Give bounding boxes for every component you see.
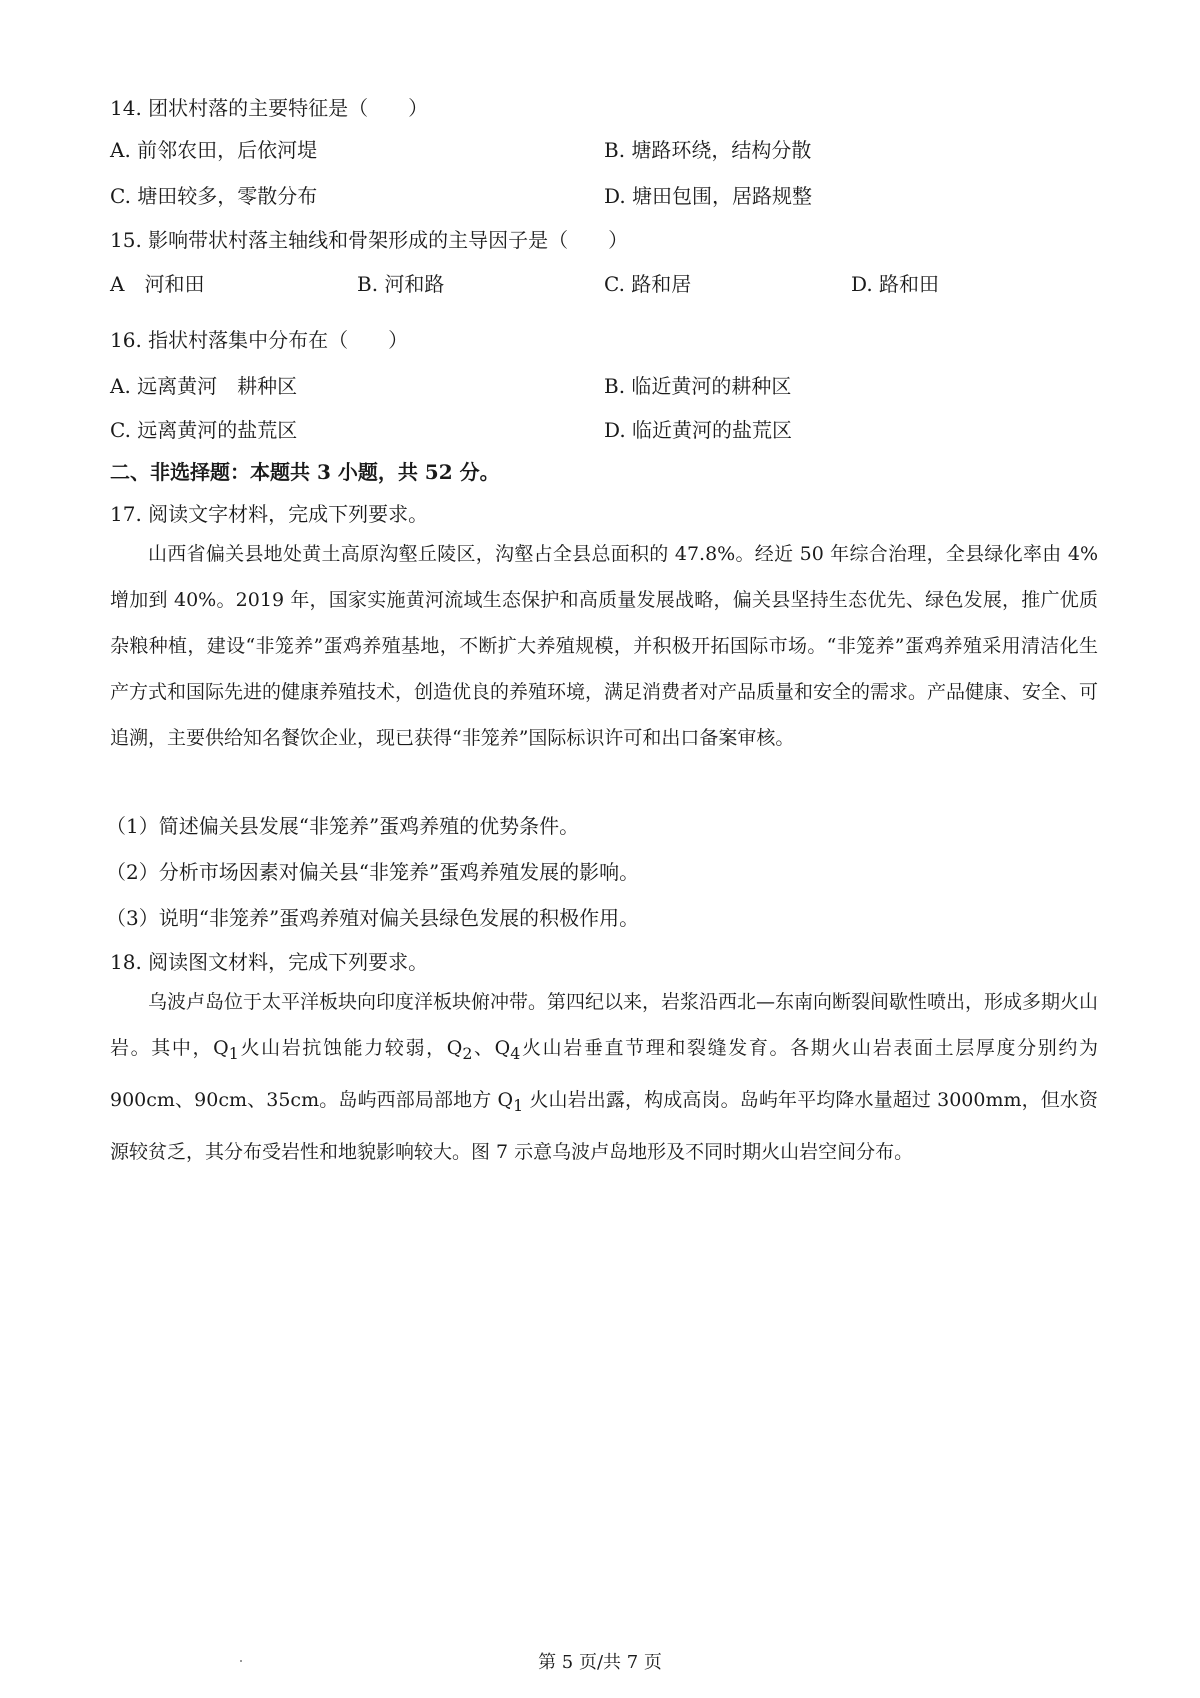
q17-sub-question-1: （1）简述偏关县发展“非笼养”蛋鸡养殖的优势条件。 bbox=[106, 814, 580, 838]
q17-material: 山西省偏关县地处黄土高原沟壑丘陵区，沟壑占全县总面积的 47.8%。经近 50 年综合治理，全县绿化率由 4%增加到 40%。2019 年，国家实施黄河流域生态保护和高质量发展战略，偏关县坚持生态优先、绿色发展，推广优质杂粮种植，建设“非笼养”蛋鸡养殖基地，不断扩大养殖规模，并积极开拓国际市场。“非笼养”蛋鸡养殖采用清洁化生产方式和国际先进的健康养殖技术，创造优良的养殖环境，满足消费者对产品质量和安全的需求。产品健康、安全、可追溯，主要供给知名餐饮企业，现已获得“非笼养”国际标识许可和出口备案审核。 bbox=[110, 543, 1099, 749]
q18-material bbox=[110, 979, 1098, 1175]
q18-stem: 18. 阅读图文材料，完成下列要求。 bbox=[110, 950, 429, 974]
q17-stem: 17. 阅读文字材料，完成下列要求。 bbox=[110, 502, 429, 526]
q18-sub-q4: 4 bbox=[510, 1043, 521, 1063]
q17-sub-question-3: （3）说明“非笼养”蛋鸡养殖对偏关县绿色发展的积极作用。 bbox=[106, 906, 640, 930]
q16-option-a: A. 远离黄河 耕种区 bbox=[110, 374, 298, 398]
q16-option-c: C. 远离黄河的盐荒区 bbox=[110, 418, 298, 442]
q16-option-b: B. 临近黄河的耕种区 bbox=[604, 374, 792, 398]
q18-material-text-4: 火山岩垂直节理和裂缝发育。各期火山岩表面土层厚度分别约为 900cm、90cm、35cm。岛屿西部局部地方 Q bbox=[110, 1037, 1099, 1111]
page-footer: 第 5 页/共 7 页 bbox=[538, 1652, 662, 1673]
q15-stem: 15. 影响带状村落主轴线和骨架形成的主导因子是（ ） bbox=[110, 228, 629, 252]
q14-option-a: A. 前邻农田，后依河堤 bbox=[110, 138, 318, 162]
q18-material-text-5: 火山岩出露，构成高岗。岛屿年平均降水量超过 3000mm，但水资源较贫乏，其分布受岩性和地貌影响较大。图 7 示意乌波卢岛地形及不同时期火山岩空间分布。 bbox=[110, 1088, 1098, 1163]
q15-option-b: B. 河和路 bbox=[357, 272, 445, 296]
q14-stem: 14. 团状村落的主要特征是（ ） bbox=[110, 96, 429, 120]
q15-option-d: D. 路和田 bbox=[851, 272, 940, 296]
section-heading: 二、非选择题：本题共 3 小题，共 52 分。 bbox=[110, 460, 500, 484]
q15-option-a: A 河和田 bbox=[110, 272, 205, 296]
q18-material-text-1: 乌波卢岛位于太平洋板块向印度洋板块俯冲带。第四纪以来，岩浆沿西北—东南向断裂间歇性喷出，形成多期火山岩。其中，Q bbox=[110, 991, 1099, 1059]
q14-option-b: B. 塘路环绕，结构分散 bbox=[604, 138, 812, 162]
q14-option-c: C. 塘田较多，零散分布 bbox=[110, 184, 318, 208]
q18-sub-q1-b: 1 bbox=[513, 1095, 524, 1115]
q17-sub-question-2: （2）分析市场因素对偏关县“非笼养”蛋鸡养殖发展的影响。 bbox=[106, 860, 640, 884]
q18-material-text-3: 、Q bbox=[472, 1037, 511, 1059]
q18-sub-q2: 2 bbox=[462, 1043, 473, 1063]
q15-option-c: C. 路和居 bbox=[604, 272, 692, 296]
q14-option-d: D. 塘田包围，居路规整 bbox=[604, 184, 813, 208]
q16-option-d: D. 临近黄河的盐荒区 bbox=[604, 418, 793, 442]
q16-stem: 16. 指状村落集中分布在（ ） bbox=[110, 328, 409, 352]
q18-sub-q1: 1 bbox=[228, 1043, 239, 1063]
q18-material-text-2: 火山岩抗蚀能力较弱，Q bbox=[238, 1037, 463, 1059]
